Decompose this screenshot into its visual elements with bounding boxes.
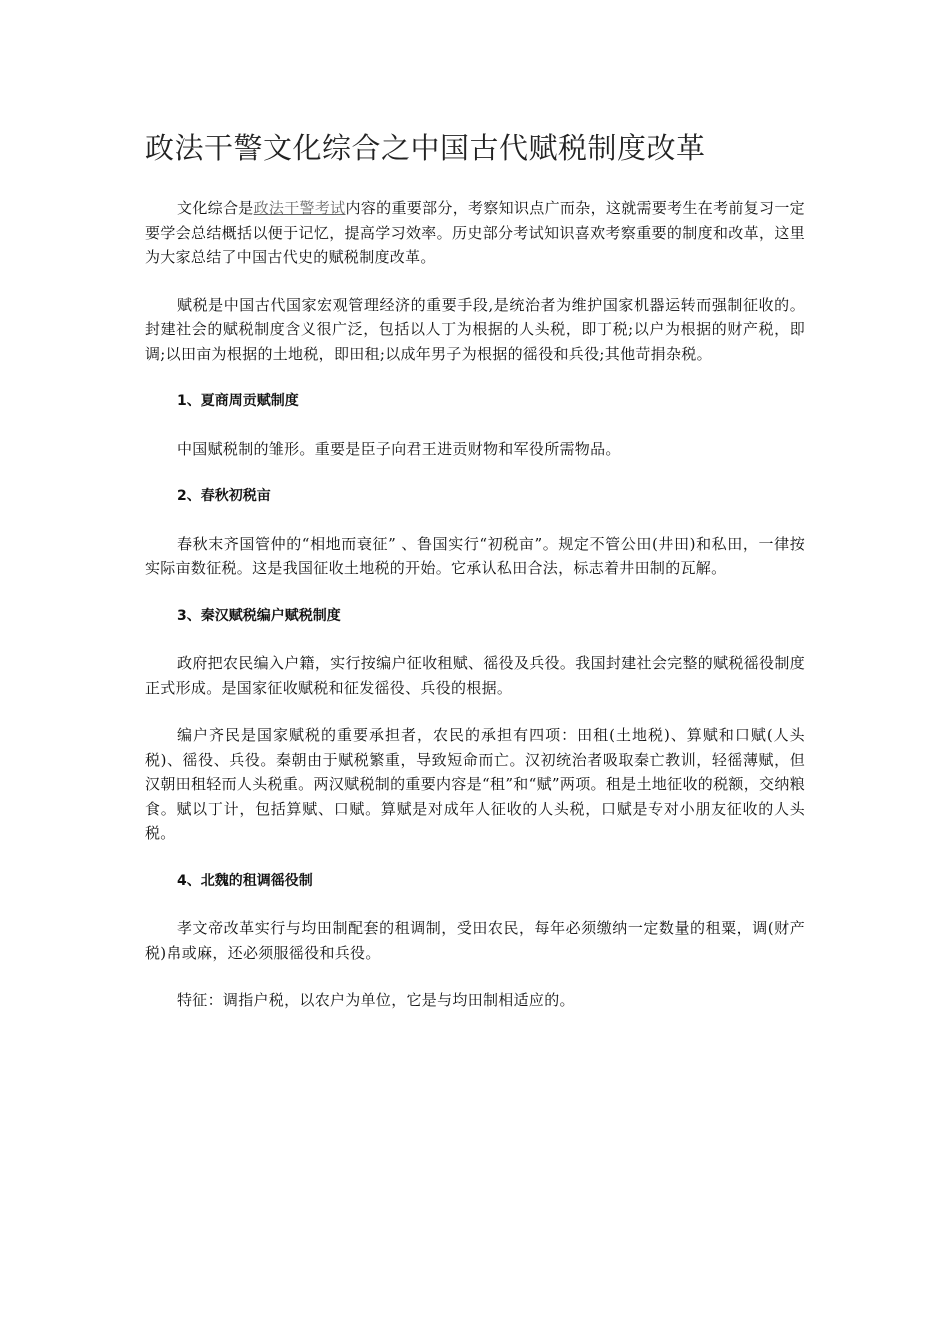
overview-paragraph: 赋税是中国古代国家宏观管理经济的重要手段,是统治者为维护国家机器运转而强制征收的。封建社会的赋税制度含义很广泛，包括以人丁为根据的人头税，即丁税;以户为根据的财产税，即调;以田亩为根据的土地税，即田租;以成年男子为根据的徭役和兵役;其他苛捐杂税。	[145, 295, 805, 363]
section-1-heading: 1、夏商周贡赋制度	[177, 393, 299, 409]
document-title: 政法干警文化综合之中国古代赋税制度改革	[145, 131, 706, 165]
section-2-heading: 2、春秋初税亩	[177, 488, 271, 504]
section-3-paragraph-1: 政府把农民编入户籍，实行按编户征收租赋、徭役及兵役。我国封建社会完整的赋税徭役制度正式形成。是国家征收赋税和征发徭役、兵役的根据。	[145, 654, 805, 697]
exam-link[interactable]: 政法干警考试	[253, 199, 346, 217]
section-4-paragraph-2: 特征：调指户税，以农户为单位，它是与均田制相适应的。	[177, 991, 575, 1009]
section-3-heading: 3、秦汉赋税编户赋税制度	[177, 607, 341, 624]
intro-text-after: 内容的重要部分，考察知识点广而杂，这就需要考生在考前复习一定要学会总结概括以便于记忆，提高学习效率。历史部分考试知识喜欢考察重要的制度和改革，这里为大家总结了中国古代史的赋税制度改革。	[145, 199, 805, 266]
section-4-heading: 4、北魏的租调徭役制	[177, 872, 313, 889]
section-4-paragraph-1: 孝文帝改革实行与均田制配套的租调制，受田农民，每年必须缴纳一定数量的租粟，调(财产税)帛或麻，还必须服徭役和兵役。	[145, 919, 805, 962]
section-3-paragraph-2: 编户齐民是国家赋税的重要承担者，农民的承担有四项：田租(土地税)、算赋和口赋(人头税)、徭役、兵役。秦朝由于赋税繁重，导致短命而亡。汉初统治者吸取秦亡教训，轻徭薄赋，但汉朝田租轻而人头税重。两汉赋税制的重要内容是“租”和“赋”两项。租是土地征收的税额，交纳粮食。赋以丁计，包括算赋、口赋。算赋是对成年人征收的人头税，口赋是专对小朋友征收的人头税。	[145, 726, 805, 842]
document-page	[145, 128, 805, 1036]
intro-paragraph	[145, 196, 805, 270]
section-1-paragraph: 中国赋税制的雏形。重要是臣子向君王进贡财物和军役所需物品。	[177, 439, 621, 458]
intro-text-before: 文化综合是	[177, 199, 254, 217]
section-2-paragraph: 春秋末齐国管仲的“相地而衰征” 、鲁国实行“初税亩”。规定不管公田(井田)和私田，一律按实际亩数征税。这是我国征收土地税的开始。它承认私田合法，标志着井田制的瓦解。	[145, 534, 805, 577]
